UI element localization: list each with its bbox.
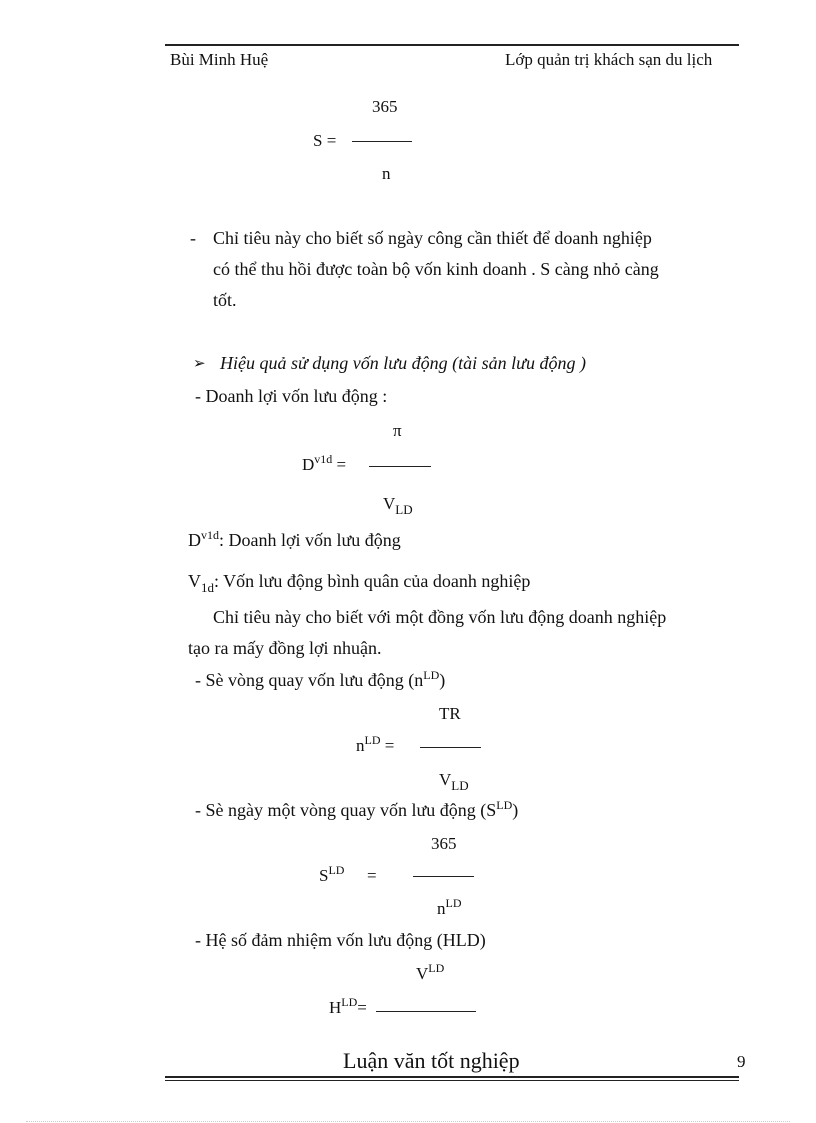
formula-dvld-denominator — [383, 494, 413, 517]
item-so-vong-quay-end: ) — [439, 670, 446, 690]
page-edge-dotted-line — [26, 1121, 790, 1122]
item-so-ngay — [195, 800, 518, 821]
bullet-line-2: có thể thu hồi được toàn bộ vốn kinh doanh . S càng nhỏ càng — [213, 259, 659, 279]
formula-nld-fraction-bar — [420, 747, 481, 748]
page-number: 9 — [737, 1052, 746, 1071]
formula-sld-den-sup: LD — [445, 896, 462, 910]
formula-sld-denominator — [437, 896, 462, 919]
definition-v1d-symbol: V — [188, 571, 201, 591]
item-so-ngay-sup: LD — [496, 798, 513, 812]
formula-sld-eq: = — [367, 866, 377, 885]
definition-v1d-text: : Vốn lưu động bình quân của doanh nghiệp — [214, 571, 531, 591]
paragraph-line-2: tạo ra mấy đồng lợi nhuận. — [188, 638, 382, 658]
header-rule — [165, 44, 739, 46]
formula-hld-symbol: H — [329, 998, 342, 1017]
formula-s-fraction-bar — [352, 141, 412, 142]
definition-v1d — [188, 571, 531, 595]
formula-s-lhs: S = — [313, 131, 337, 150]
formula-hld-eq: = — [357, 998, 367, 1017]
formula-sld-sup: LD — [328, 863, 345, 877]
header-class: Lớp quản trị khách sạn du lịch — [505, 50, 713, 69]
formula-sld-den-symbol: n — [437, 899, 446, 918]
formula-hld-numerator — [416, 961, 445, 984]
item-so-vong-quay — [195, 670, 445, 691]
formula-dvld-den-symbol: V — [383, 494, 396, 513]
formula-nld-numerator: TR — [439, 704, 461, 723]
formula-dvld-eq: = — [332, 455, 347, 474]
footer-rule-bottom — [165, 1080, 739, 1081]
definition-v1d-sub: 1d — [201, 580, 214, 595]
formula-nld-den-sub: LD — [451, 778, 469, 793]
item-so-vong-quay-sup: LD — [423, 668, 440, 682]
formula-hld-num-sup: LD — [428, 961, 445, 975]
formula-s-numerator: 365 — [372, 97, 398, 116]
formula-hld-num-symbol: V — [416, 964, 429, 983]
formula-nld-denominator — [439, 770, 469, 793]
section-heading: Hiệu quả sử dụng vốn lưu động (tài sản lưu động ) — [220, 353, 586, 373]
definition-dvld-text: : Doanh lợi vốn lưu động — [219, 530, 401, 550]
formula-nld-lhs — [356, 733, 395, 756]
item-doanh-loi: - Doanh lợi vốn lưu động : — [195, 386, 388, 406]
bullet-line-3: tốt. — [213, 290, 237, 310]
formula-nld-sup: LD — [364, 733, 381, 747]
definition-dvld-symbol: D — [188, 530, 201, 550]
formula-dvld-symbol: D — [302, 455, 315, 474]
formula-sld-fraction-bar — [413, 876, 474, 877]
item-so-vong-quay-text: - Sè vòng quay vốn lưu động (n — [195, 670, 424, 690]
item-so-ngay-text: - Sè ngày một vòng quay vốn lưu động (S — [195, 800, 497, 820]
formula-nld-eq: = — [380, 736, 395, 755]
formula-dvld-lhs — [302, 452, 347, 475]
formula-nld-symbol: n — [356, 736, 365, 755]
header-author: Bùi Minh Huệ — [170, 50, 269, 69]
formula-dvld-sup: v1d — [314, 452, 333, 466]
item-he-so-dam-nhiem: - Hệ số đảm nhiệm vốn lưu động (HLD) — [195, 930, 486, 950]
item-so-ngay-end: ) — [512, 800, 519, 820]
formula-hld-lhs — [329, 995, 367, 1018]
definition-dvld-sup: v1d — [201, 528, 219, 542]
formula-dvld-den-sub: LD — [395, 502, 413, 517]
definition-dvld — [188, 530, 401, 551]
formula-s-denominator: n — [382, 164, 391, 183]
formula-sld-symbol: S — [319, 866, 329, 885]
formula-dvld-fraction-bar — [369, 466, 431, 467]
formula-sld-lhs — [319, 863, 345, 886]
formula-hld-sup: LD — [341, 995, 358, 1009]
formula-sld-numerator: 365 — [431, 834, 457, 853]
bullet-dash: - — [190, 228, 196, 248]
formula-nld-den-symbol: V — [439, 770, 452, 789]
footer-rule-top — [165, 1076, 739, 1078]
arrow-bullet-icon: ➢ — [193, 356, 206, 372]
formula-dvld-numerator: π — [393, 421, 402, 440]
footer-title: Luận văn tốt nghiệp — [343, 1048, 520, 1073]
formula-hld-fraction-bar — [376, 1011, 476, 1012]
paragraph-line-1: Chỉ tiêu này cho biết với một đồng vốn lưu động doanh nghiệp — [213, 607, 667, 627]
bullet-line-1: Chỉ tiêu này cho biết số ngày công cần thiết để doanh nghiệp — [213, 228, 652, 248]
